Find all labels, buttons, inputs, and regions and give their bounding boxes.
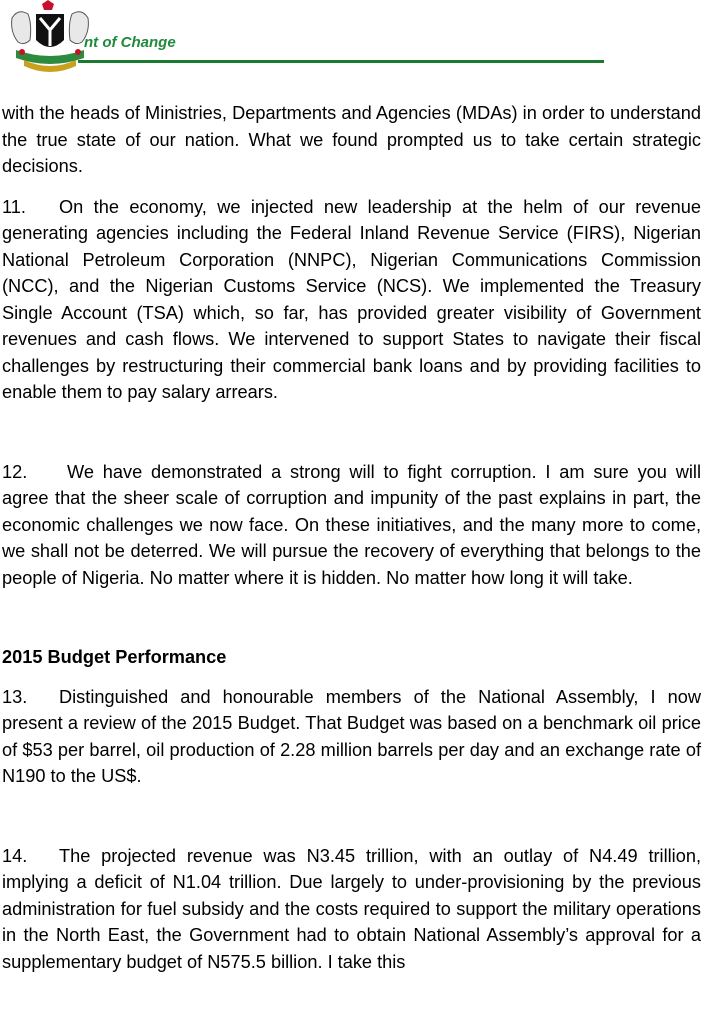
paragraph-text: We have demonstrated a strong will to fight corruption. I am sure you will agree that the sheer scale of corruption and impunity of the past explains in part, the economic challenges we now face. On these initiatives, and the many more to come, we shall not be deterred. We will pursue the recovery of everything that belongs to the people of Nigeria. No matter where it is hidden. No matter how long it will take. bbox=[2, 461, 701, 588]
paragraph-13 bbox=[2, 684, 701, 790]
document-body bbox=[2, 100, 701, 975]
paragraph-text: Distinguished and honourable members of the National Assembly, I now present a review of the 2015 Budget. That Budget was based on a benchmark oil price of $53 per barrel, oil production of 2.28 million barrels per day and an exchange rate of N190 to the US$. bbox=[2, 686, 701, 786]
paragraph-number: 12. bbox=[2, 461, 28, 482]
header-tagline: nt of Change bbox=[84, 34, 176, 51]
paragraph-14 bbox=[2, 843, 701, 976]
paragraph-number: 14. bbox=[2, 845, 28, 866]
paragraph-number: 11. bbox=[2, 196, 26, 217]
paragraph-number: 13. bbox=[2, 686, 28, 707]
paragraph-11 bbox=[2, 194, 701, 406]
paragraph-12 bbox=[2, 459, 701, 592]
paragraph-text: On the economy, we injected new leadership at the helm of our revenue generating agencies including the Federal Inland Revenue Service (FIRS), Nigerian National Petroleum Corporation (NNPC), Nigerian Communications Commission (NCC), and the Nigerian Customs Service (NCS). We implemented the Treasury Single Account (TSA) which, so far, has provided greater visibility of Government revenues and cash flows. We intervened to support States to navigate their fiscal challenges by restructuring their commercial bank loans and by providing facilities to enable them to pay salary arrears. bbox=[2, 196, 701, 402]
page-header bbox=[0, 0, 703, 80]
paragraph-10-continuation: with the heads of Ministries, Departments and Agencies (MDAs) in order to understand the true state of our nation. What we found prompted us to take certain strategic decisions. bbox=[2, 103, 701, 176]
section-heading: 2015 Budget Performance bbox=[2, 647, 227, 667]
paragraph-text: The projected revenue was N3.45 trillion, with an outlay of N4.49 trillion, implying a deficit of N1.04 trillion. Due largely to under-provisioning by the previous administration for fuel subsidy and the costs required to support the military operations in the North East, the Government had to obtain National Assembly’s approval for a supplementary budget of N575.5 billion. I take this bbox=[2, 845, 701, 972]
header-divider bbox=[78, 60, 604, 63]
